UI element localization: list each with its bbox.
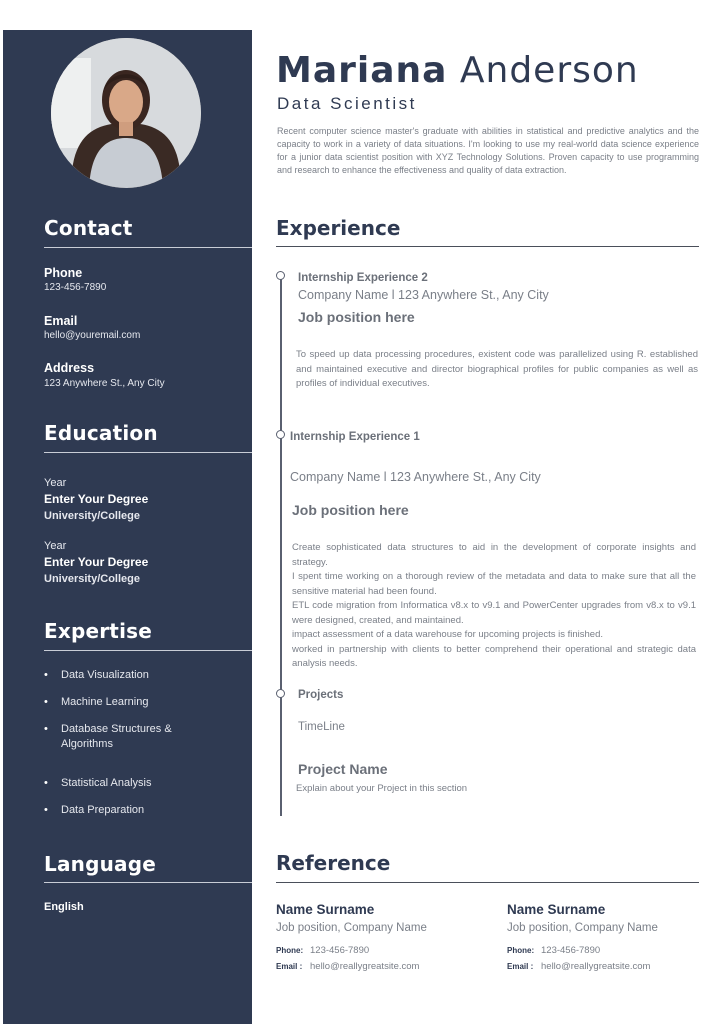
reference-heading: Reference <box>276 851 391 875</box>
contact-heading: Contact <box>44 216 133 240</box>
education-year: Year <box>44 540 67 552</box>
reference-phone-label: Phone: <box>276 946 304 955</box>
timeline-dot-icon <box>276 271 285 280</box>
timeline-dot-icon <box>276 689 285 698</box>
education-year: Year <box>44 477 67 489</box>
project-description: Explain about your Project in this section <box>296 783 468 794</box>
phone-value: 123-456-7890 <box>44 282 107 293</box>
phone-label: Phone <box>44 266 83 280</box>
reference-email-value: hello@reallygreatsite.com <box>541 961 651 972</box>
education-school: University/College <box>44 510 140 522</box>
job-title: Data Scientist <box>277 94 417 113</box>
expertise-item: • Machine Learning <box>44 695 234 710</box>
projects-timeline: TimeLine <box>298 721 345 733</box>
reference-email-label: Email : <box>507 962 534 971</box>
first-name: Mariana <box>276 50 448 91</box>
experience-company: Company Name l 123 Anywhere St., Any City <box>298 288 549 302</box>
experience-description: Create sophisticated data structures to aid in the development of corporate insights and strategy. I spent time working on a thorough review of the metadata and data to make sure that all the sensitive material had been found. ETL code migration from Informatica v8.x to v9.1 and PowerCenter upgrades from v8.x to v9.1 were designed, created, and maintained. impact assessment of a data warehouse for upcoming projects is finished. worked in partnership with clients to better comprehend their operational and strategic data analysis needs. <box>292 542 696 669</box>
profile-photo <box>51 38 201 188</box>
reference-phone <box>276 945 369 956</box>
education-divider <box>44 452 252 453</box>
experience-job: Job position here <box>298 309 415 325</box>
experience-job: Job position here <box>292 502 409 518</box>
expertise-item: • Data Visualization <box>44 668 234 683</box>
experience-title: Internship Experience 1 <box>290 431 420 443</box>
project-name: Project Name <box>298 761 388 777</box>
experience-description: To speed up data processing procedures, existent code was parallelized using R. established and maintained executive and director biographical profiles for public companies as well as profiles of individual executives. <box>296 349 698 389</box>
reference-email-label: Email : <box>276 962 303 971</box>
reference-job: Job position, Company Name <box>276 922 427 934</box>
expertise-item: • Database Structures & Algorithms <box>44 722 194 752</box>
profile-photo-illustration <box>51 38 201 188</box>
address-value: 123 Anywhere St., Any City <box>44 378 165 389</box>
expertise-heading: Expertise <box>44 619 152 643</box>
experience-divider <box>276 246 699 247</box>
education-degree: Enter Your Degree <box>44 555 149 569</box>
contact-divider <box>44 247 252 248</box>
reference-email <box>276 961 419 972</box>
reference-email <box>507 961 650 972</box>
experience-title: Internship Experience 2 <box>298 272 428 284</box>
last-name: Anderson <box>459 50 639 91</box>
reference-name: Name Surname <box>276 902 375 917</box>
profile-summary: Recent computer science master's graduate with abilities in statistical and predictive analytics and the capacity to work in a variety of data situations. I'm looking to use my real-world data science experience for a junior data scientist position with XYZ Technology Solutions. Proven capacity to use programming and research to enhance the effectiveness and quality of data extraction. <box>277 126 699 175</box>
language-heading: Language <box>44 852 157 876</box>
email-value: hello@youremail.com <box>44 330 141 341</box>
sidebar <box>3 30 252 1024</box>
timeline-dot-icon <box>276 430 285 439</box>
experience-heading: Experience <box>276 216 401 240</box>
language-divider <box>44 882 252 883</box>
reference-email-value: hello@reallygreatsite.com <box>310 961 420 972</box>
reference-phone-value: 123-456-7890 <box>310 945 370 956</box>
experience-timeline <box>280 275 282 816</box>
reference-name: Name Surname <box>507 902 606 917</box>
address-label: Address <box>44 361 95 375</box>
expertise-divider <box>44 650 252 651</box>
reference-phone <box>507 945 600 956</box>
expertise-item: • Statistical Analysis <box>44 776 234 791</box>
education-degree: Enter Your Degree <box>44 492 149 506</box>
language-item: English <box>44 901 84 913</box>
candidate-name <box>276 50 639 91</box>
email-label: Email <box>44 314 78 328</box>
reference-phone-label: Phone: <box>507 946 535 955</box>
reference-job: Job position, Company Name <box>507 922 658 934</box>
expertise-item: • Data Preparation <box>44 803 234 818</box>
experience-company: Company Name l 123 Anywhere St., Any City <box>290 470 541 484</box>
projects-title: Projects <box>298 689 344 701</box>
reference-phone-value: 123-456-7890 <box>541 945 601 956</box>
reference-divider <box>276 882 699 883</box>
education-heading: Education <box>44 421 158 445</box>
education-school: University/College <box>44 573 140 585</box>
